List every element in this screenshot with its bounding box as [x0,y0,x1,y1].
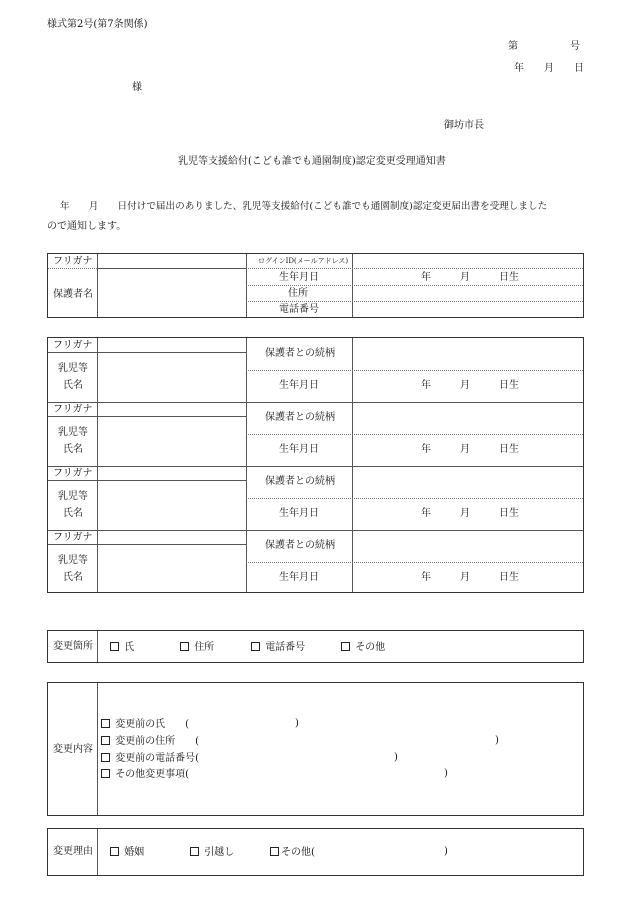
reason-option-other[interactable]: その他( [270,847,315,858]
form-number: 様式第2号(第7条関係) [47,19,148,30]
child-3-name-label-b: 氏名 [63,508,83,519]
change-reason-table [47,828,584,876]
change-location-label: 変更箇所 [53,641,93,652]
child-2-birth-day: 日生 [499,444,519,455]
child-1-furigana-label: フリガナ [53,340,93,351]
child-2-name-label-b: 氏名 [63,444,83,455]
guardian-birth-label: 生年月日 [279,272,319,283]
date-day: 日 [574,63,584,74]
checkbox-icon [180,642,189,651]
checkbox-icon [251,642,260,651]
checkbox-icon [190,847,199,856]
change-option-address[interactable]: 住所 [180,642,214,653]
change-location-table [47,630,584,663]
body-line-1: 年 月 日付けで届出のありました、乳児等支援給付(こども誰でも通園制度)認定変更届出書を受理しました [60,201,548,212]
child-1-name-label-a: 乳児等 [58,363,88,374]
checkbox-icon [110,642,119,651]
child-4-name-label-b: 氏名 [63,572,83,583]
child-2-birth-label: 生年月日 [279,444,319,455]
guardian-birth-year: 年 [421,272,431,283]
doc-number-suffix: 号 [570,41,580,52]
checkbox-icon [101,753,110,762]
child-4-relation-label: 保護者との続柄 [265,540,335,551]
document-title: 乳児等支援給付(こども誰でも通園制度)認定変更受理通知書 [178,156,446,167]
child-3-birth-day: 日生 [499,508,519,519]
child-3-birth-label: 生年月日 [279,508,319,519]
child-1-birth-month: 月 [460,380,470,391]
content-item-name-close: ) [295,718,299,729]
change-option-other[interactable]: その他 [341,642,385,653]
issuer: 御坊市長 [444,120,484,131]
child-2-birth-year: 年 [421,444,431,455]
child-4-furigana-label: フリガナ [53,532,93,543]
child-3-name-label-a: 乳児等 [58,491,88,502]
child-2-birth-month: 月 [460,444,470,455]
child-3-furigana-label: フリガナ [53,468,93,479]
content-item-phone-close: ) [394,752,398,763]
checkbox-icon [101,719,110,728]
guardian-name-label: 保護者名 [53,289,93,300]
guardian-phone-label: 電話番号 [279,304,319,315]
reason-other-close: ) [444,846,448,857]
child-3-birth-year: 年 [421,508,431,519]
checkbox-icon [110,847,119,856]
child-4-birth-day: 日生 [499,572,519,583]
checkbox-icon [101,769,110,778]
child-1-birth-label: 生年月日 [279,380,319,391]
change-content-label: 変更内容 [53,744,93,755]
change-option-name[interactable]: 氏 [110,642,134,653]
child-1-birth-day: 日生 [499,380,519,391]
change-option-phone[interactable]: 電話番号 [251,642,305,653]
checkbox-icon [270,847,279,856]
doc-number-prefix: 第 [508,41,518,52]
content-item-other[interactable]: その他変更事項( [101,769,189,780]
content-item-phone[interactable]: 変更前の電話番号( [101,753,199,764]
guardian-birth-day: 日生 [499,272,519,283]
content-item-other-close: ) [444,768,448,779]
child-1-name-label-b: 氏名 [63,380,83,391]
child-4-birth-month: 月 [460,572,470,583]
guardian-birth-month: 月 [460,272,470,283]
child-3-birth-month: 月 [460,508,470,519]
child-4-birth-label: 生年月日 [279,572,319,583]
content-item-address[interactable]: 変更前の住所 ( [101,736,199,747]
date-year: 年 [514,63,524,74]
child-3-relation-label: 保護者との続柄 [265,476,335,487]
change-content-table [47,682,584,816]
addressee-suffix: 様 [132,82,142,93]
login-id-label: ログインID(メールアドレス) [258,257,349,265]
guardian-address-label: 住所 [288,288,308,299]
child-4-name-label-a: 乳児等 [58,555,88,566]
child-1-birth-year: 年 [421,380,431,391]
date-month: 月 [544,63,554,74]
content-item-name[interactable]: 変更前の氏 ( [101,719,189,730]
content-item-address-close: ) [495,735,499,746]
child-2-relation-label: 保護者との続柄 [265,412,335,423]
change-reason-label: 変更理由 [53,846,93,857]
child-table [47,337,584,593]
guardian-furigana-label: フリガナ [53,256,93,267]
child-4-birth-year: 年 [421,572,431,583]
child-1-relation-label: 保護者との続柄 [265,348,335,359]
body-line-2: ので通知します。 [47,221,127,232]
guardian-table [47,253,584,318]
checkbox-icon [341,642,350,651]
child-2-name-label-a: 乳児等 [58,427,88,438]
reason-option-marriage[interactable]: 婚姻 [110,847,144,858]
checkbox-icon [101,736,110,745]
reason-option-moving[interactable]: 引越し [190,847,234,858]
child-2-furigana-label: フリガナ [53,404,93,415]
